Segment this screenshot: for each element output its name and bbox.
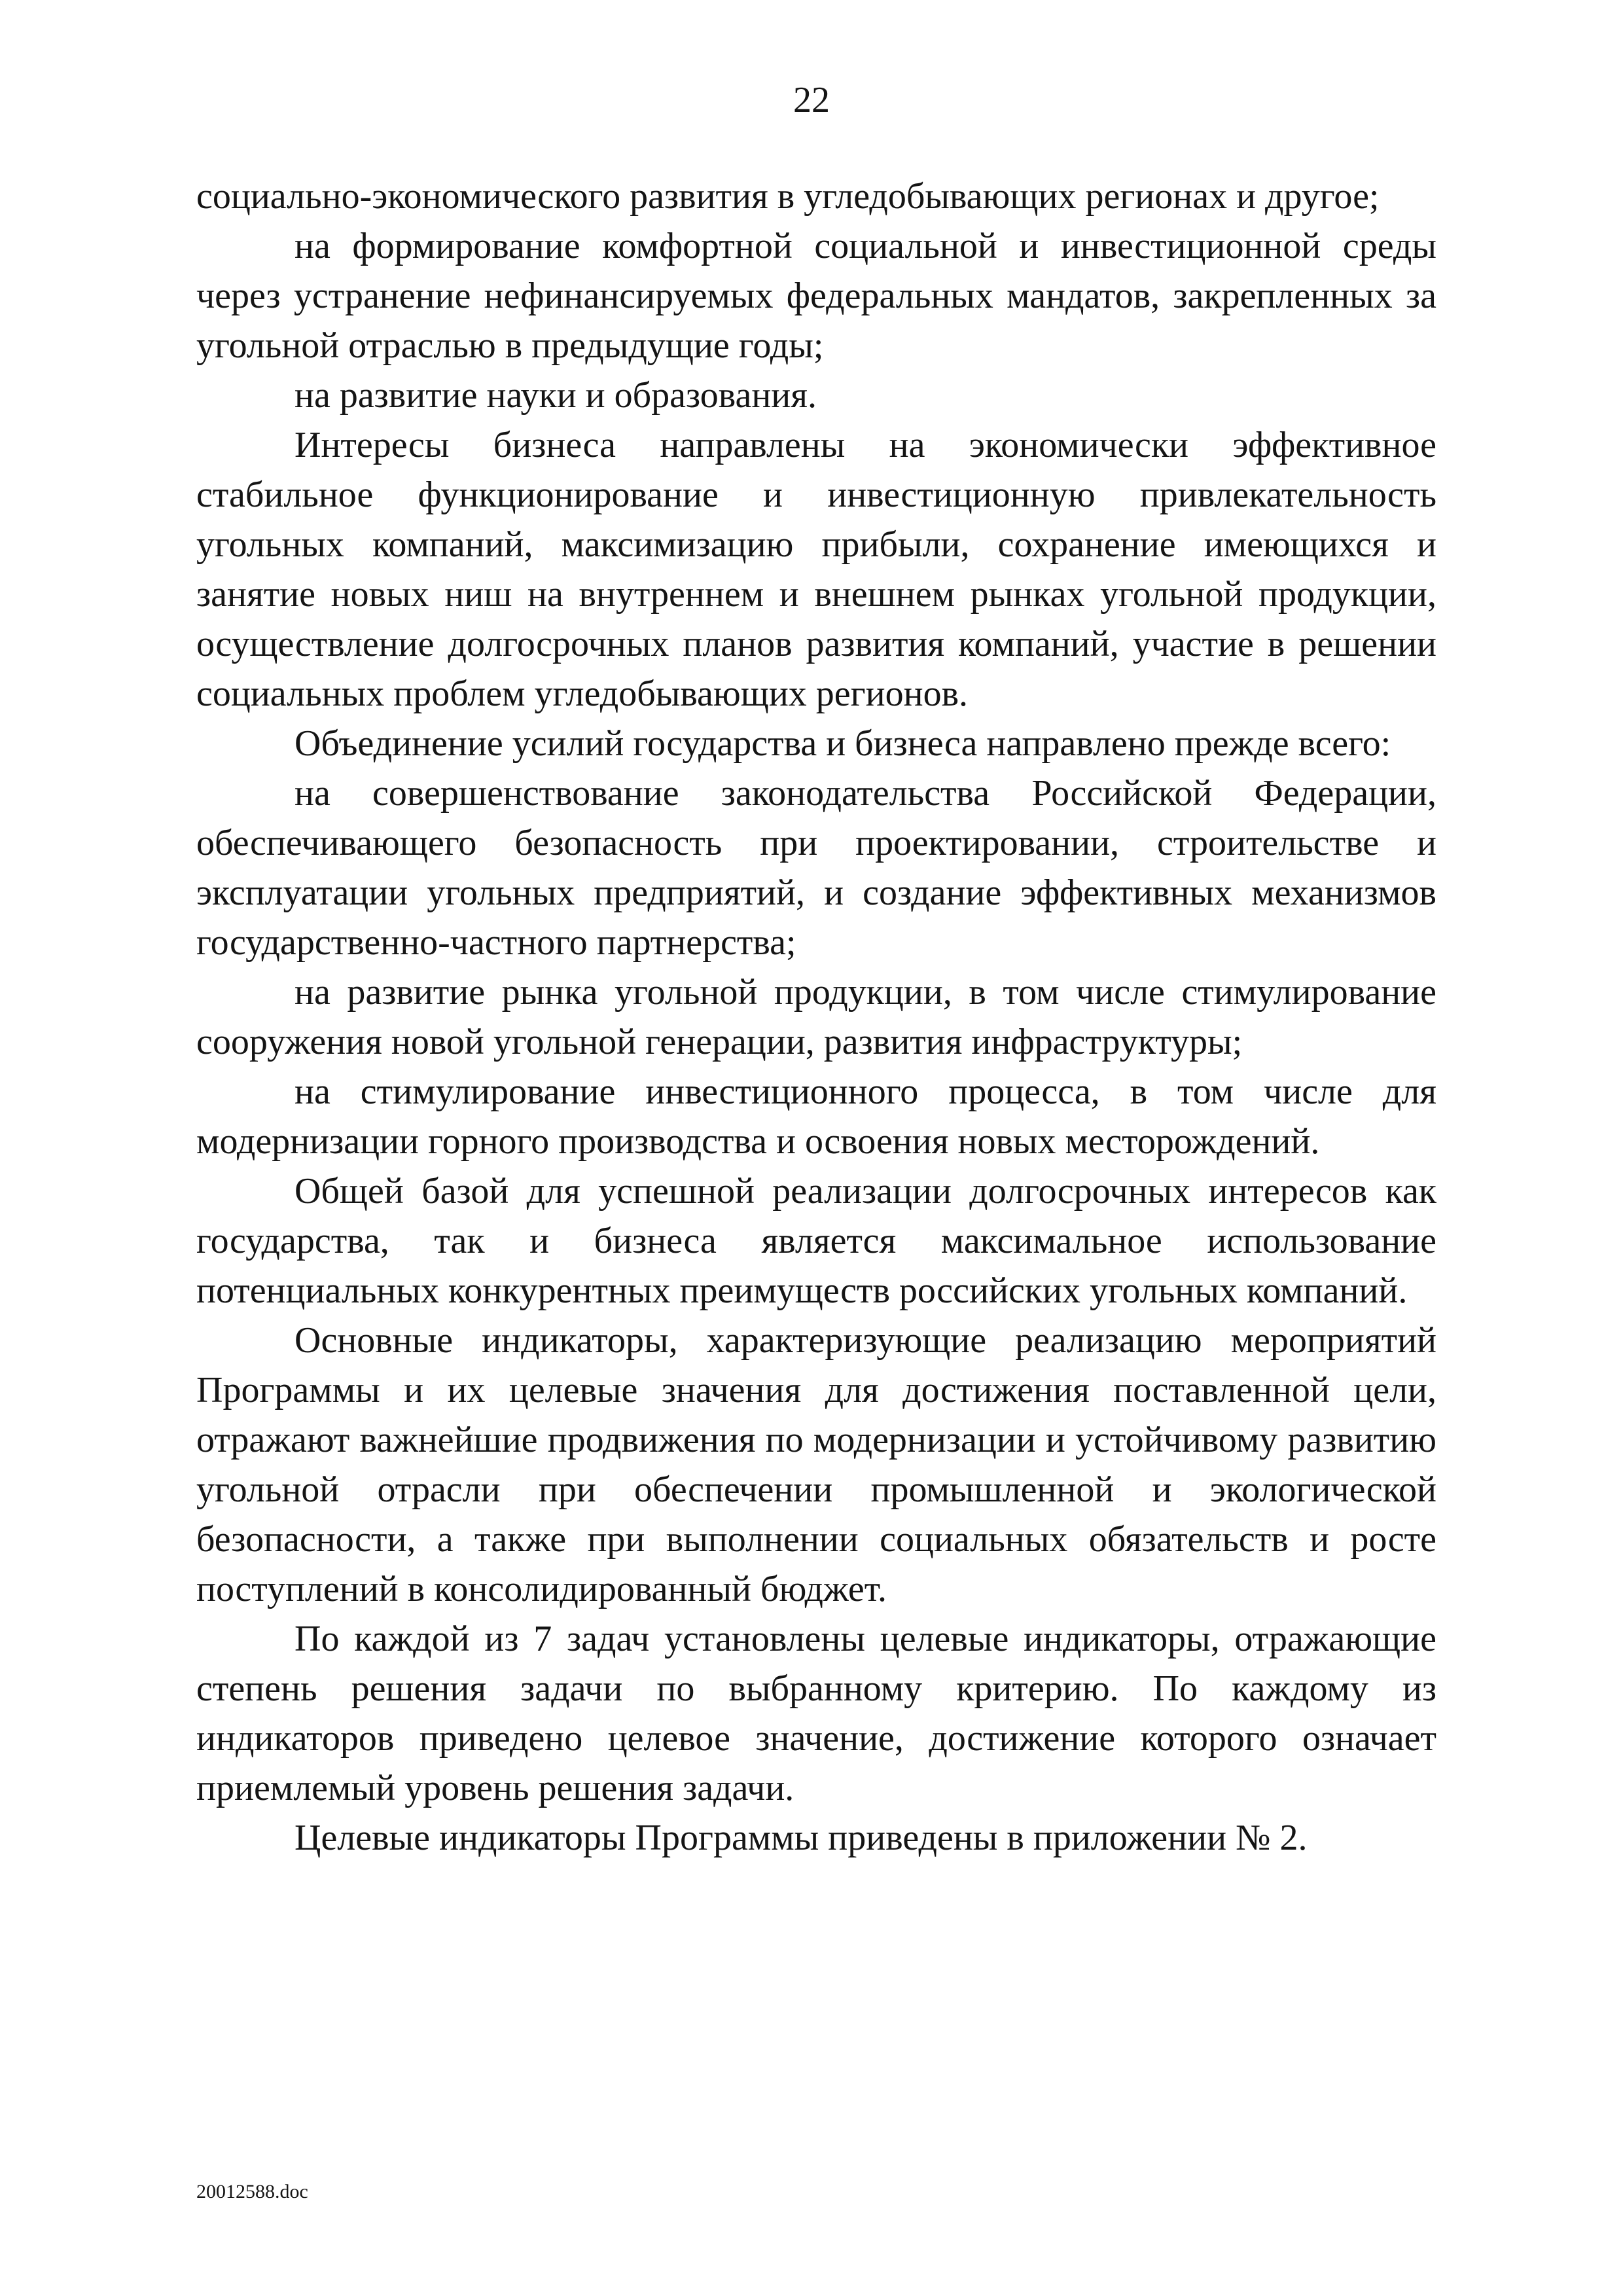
page-number: 22 — [793, 80, 830, 120]
paragraph-appendix-reference: Целевые индикаторы Программы приведены в приложении № 2. — [294, 1818, 1308, 1858]
paragraph-main-indicators: Основные индикаторы, характеризующие реализацию мероприятий Программы и их целевые значения для достижения поставленной цели, отражают важнейшие продвижения по модернизации и устойчивому развитию угольной отрасли при обеспечении промышленной и экологической безопасности, а также при выполнении социальных обязательств и росте поступлений в консолидированный бюджет. — [196, 1320, 1436, 1609]
paragraph-science-education: на развитие науки и образования. — [294, 375, 817, 416]
paragraph-legislation: на совершенствование законодательства Российской Федерации, обеспечивающего безопасность при проектировании, строительстве и эксплуатации угольных предприятий, и создание эффективных механизмов государственно-частного партнерства; — [196, 773, 1436, 963]
paragraph-continuation: социально-экономического развития в угледобывающих регионах и другое; — [196, 176, 1380, 217]
document-body — [196, 171, 1436, 1863]
paragraph-common-base: Общей базой для успешной реализации долгосрочных интересов как государства, так и бизнеса является максимальное использование потенциальных конкурентных преимуществ российских угольных компаний. — [196, 1171, 1436, 1311]
paragraph-coal-market: на развитие рынка угольной продукции, в том числе стимулирование сооружения новой угольной генерации, развития инфраструктуры; — [196, 972, 1436, 1062]
paragraph-seven-tasks: По каждой из 7 задач установлены целевые индикаторы, отражающие степень решения задачи по выбранному критерию. По каждому из индикаторов приведено целевое значение, достижение которого означает приемлемый уровень решения задачи. — [196, 1619, 1436, 1808]
paragraph-investment-process: на стимулирование инвестиционного процесса, в том числе для модернизации горного производства и освоения новых месторождений. — [196, 1071, 1436, 1162]
paragraph-business-interests: Интересы бизнеса направлены на экономически эффективное стабильное функционирование и инвестиционную привлекательность угольных компаний, максимизацию прибыли, сохранение имеющихся и занятие новых ниш на внутреннем и внешнем рынках угольной продукции, осуществление долгосрочных планов развития компаний, участие в решении социальных проблем угледобывающих регионов. — [196, 425, 1436, 714]
paragraph-joint-efforts: Объединение усилий государства и бизнеса направлено прежде всего: — [294, 723, 1391, 764]
footer-file-name: 20012588.doc — [196, 2181, 308, 2202]
paragraph-comfortable-environment: на формирование комфортной социальной и инвестиционной среды через устранение нефинансируемых федеральных мандатов, закрепленных за угольной отраслью в предыдущие годы; — [196, 226, 1436, 366]
